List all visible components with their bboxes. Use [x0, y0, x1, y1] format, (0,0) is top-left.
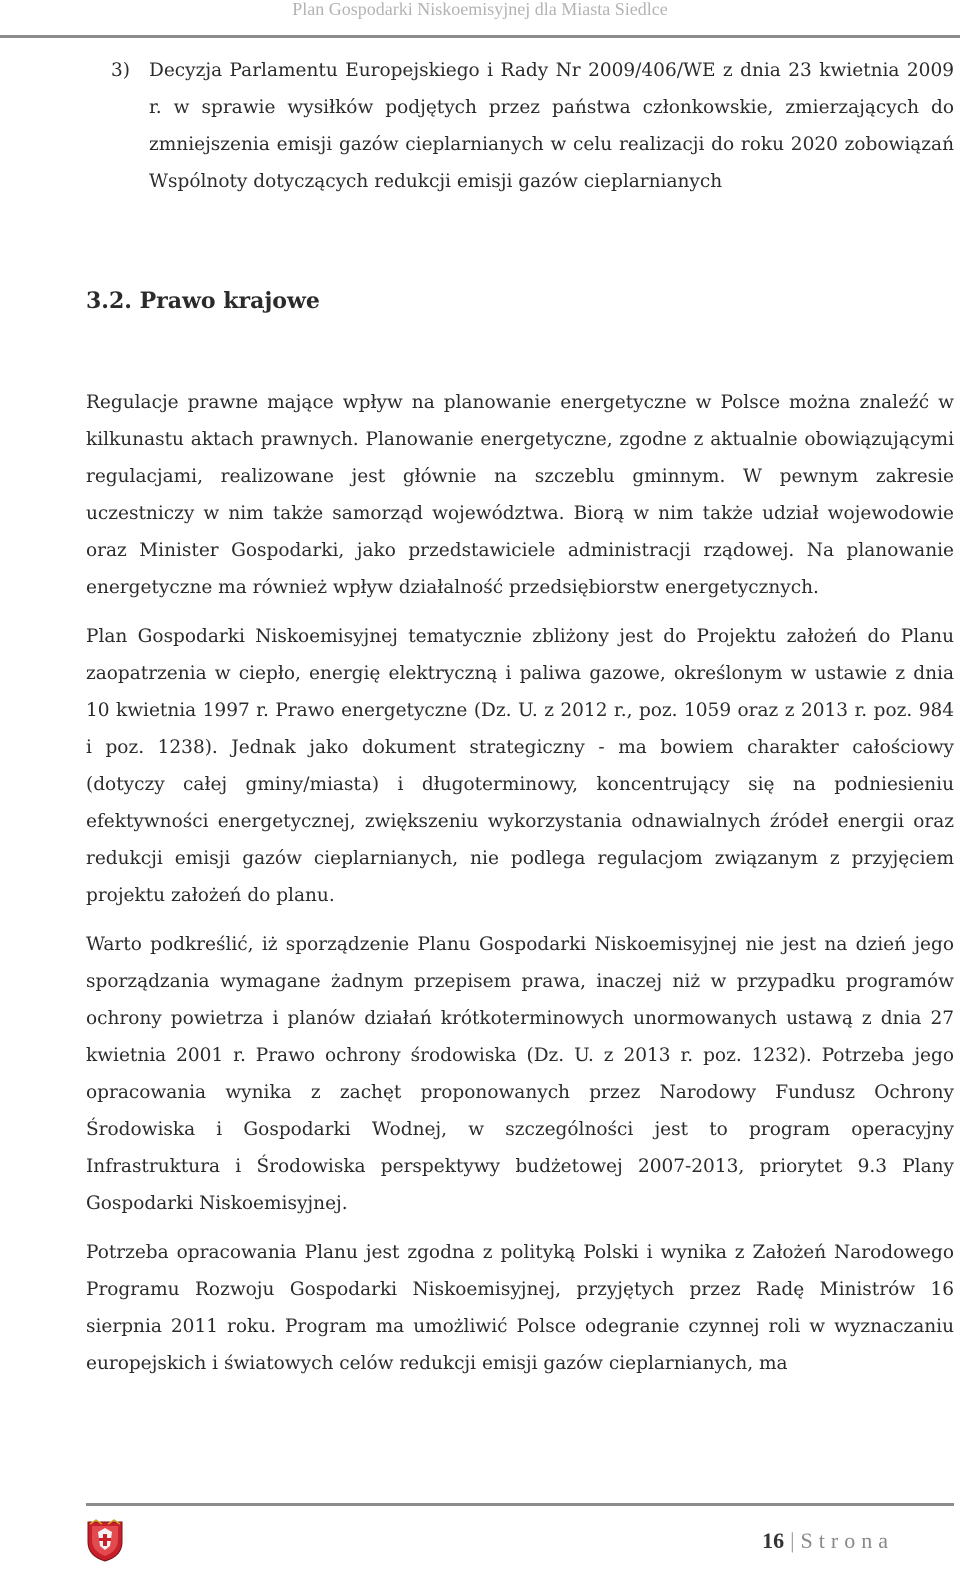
footer-divider	[86, 1503, 954, 1506]
header-title: Plan Gospodarki Niskoemisyjnej dla Miasta Siedlce	[292, 0, 668, 19]
siedlce-coat-of-arms-icon	[86, 1518, 124, 1562]
paragraph: Plan Gospodarki Niskoemisyjnej tematycznie zbliżony jest do Projektu założeń do Planu zaopatrzenia w ciepło, energię elektryczną i paliwa gazowe, określonym w ustawie z dnia 10 kwietnia 1997 r. Prawo energetyczne (Dz. U. z 2012 r., poz. 1059 oraz z 2013 r. poz. 984 i poz. 1238). Jednak jako dokument strategiczny - ma bowiem charakter całościowy (dotyczy całej gminy/miasta) i długoterminowy, koncentrujący się na podniesieniu efektywności energetycznej, zwiększeniu wykorzystania odnawialnych źródeł energii oraz redukcji emisji gazów cieplarnianych, nie podlega regulacjom związanym z przyjęciem projektu założeń do planu.	[86, 626, 954, 906]
document-body	[86, 52, 954, 1394]
page-header	[0, 0, 960, 34]
paragraph: Potrzeba opracowania Planu jest zgodna z polityką Polski i wynika z Założeń Narodowego Programu Rozwoju Gospodarki Niskoemisyjnej, przyjętych przez Radę Ministrów 16 sierpnia 2011 roku. Program ma umożliwić Polsce odegranie czynnej roli w wyznaczaniu europejskich i światowych celów redukcji emisji gazów cieplarnianych, ma	[86, 1242, 954, 1374]
list-text: Decyzja Parlamentu Europejskiego i Rady Nr 2009/406/WE z dnia 23 kwietnia 2009 r. w sprawie wysiłków podjętych przez państwa członkowskie, zmierzających do zmniejszenia emisji gazów cieplarnianych w celu realizacji do roku 2020 zobowiązań Wspólnoty dotyczących redukcji emisji gazów cieplarnianych	[149, 60, 954, 192]
header-divider	[0, 35, 960, 38]
paragraph: Regulacje prawne mające wpływ na planowanie energetyczne w Polsce można znaleźć w kilkunastu aktach prawnych. Planowanie energetyczne, zgodne z aktualnie obowiązującymi regulacjami, realizowane jest głównie na szczeblu gminnym. W pewnym zakresie uczestniczy w nim także samorząd województwa. Biorą w nim także udział wojewodowie oraz Minister Gospodarki, jako przedstawiciele administracji rządowej. Na planowanie energetyczne ma również wpływ działalność przedsiębiorstw energetycznych.	[86, 392, 954, 598]
page-separator: |	[790, 1528, 795, 1553]
section-heading: 3.2. Prawo krajowe	[86, 288, 320, 314]
page-word: Strona	[800, 1528, 894, 1553]
page-number: 16	[762, 1528, 785, 1553]
page-number-footer	[762, 1528, 894, 1554]
list-number: 3)	[111, 60, 130, 81]
paragraph: Warto podkreślić, iż sporządzenie Planu Gospodarki Niskoemisyjnej nie jest na dzień jego sporządzania wymagane żadnym przepisem prawa, inaczej niż w przypadku programów ochrony powietrza i planów działań krótkoterminowych unormowanych ustawą z dnia 27 kwietnia 2001 r. Prawo ochrony środowiska (Dz. U. z 2013 r. poz. 1232). Potrzeba jego opracowania wynika z zachęt proponowanych przez Narodowy Fundusz Ochrony Środowiska i Gospodarki Wodnej, w szczególności jest to program operacyjny Infrastruktura i Środowiska perspektywy budżetowej 2007-2013, priorytet 9.3 Plany Gospodarki Niskoemisyjnej.	[86, 934, 954, 1214]
list-item	[86, 52, 954, 200]
